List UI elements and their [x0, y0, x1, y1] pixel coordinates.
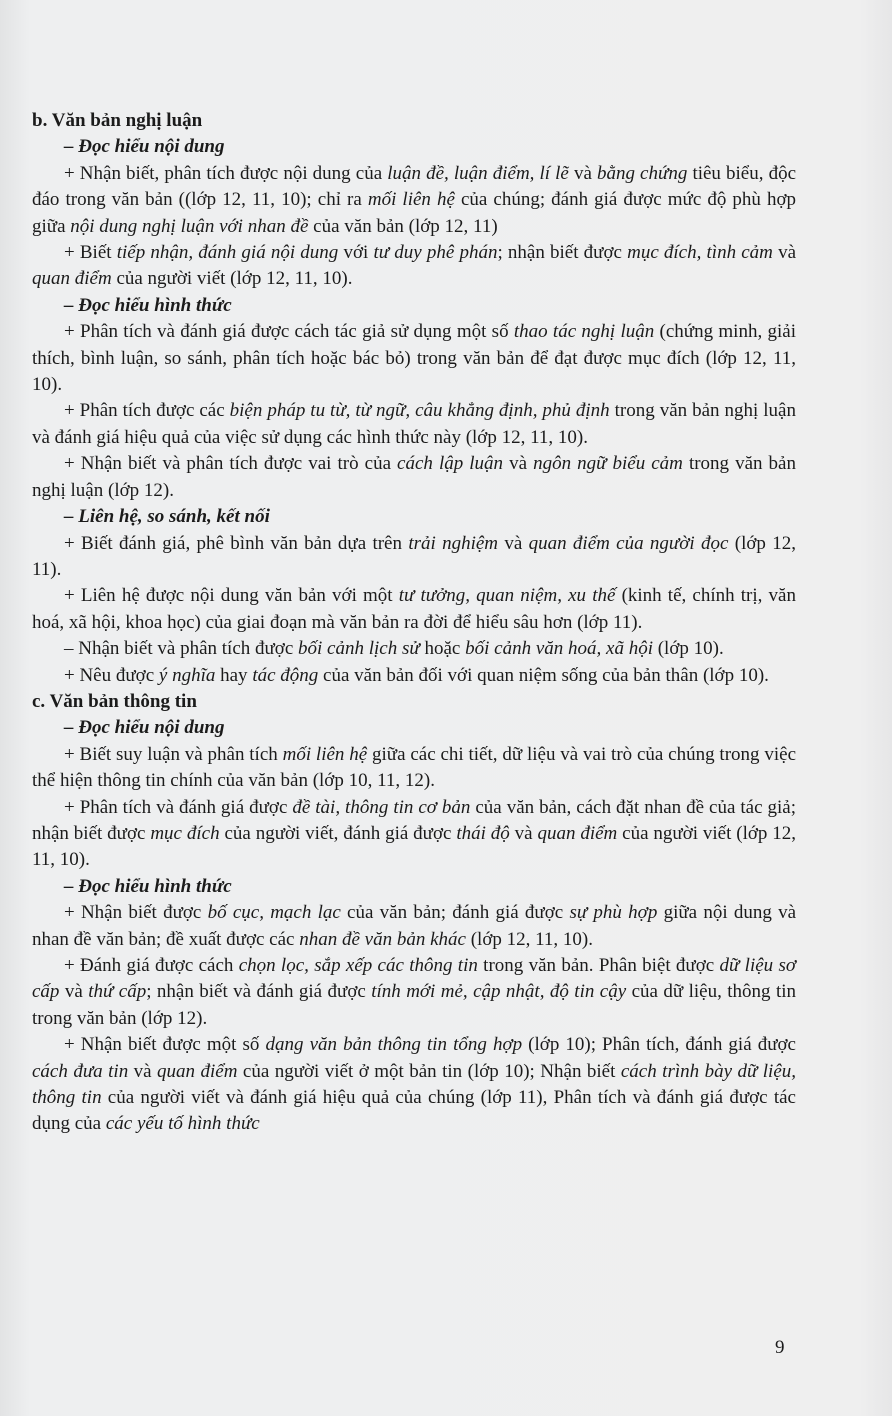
emphasis-text: tư tưởng, quan niệm, xu thế	[398, 585, 616, 607]
emphasis-text: tác động	[252, 664, 319, 686]
emphasis-text: luận đề, luận điểm, lí lẽ	[387, 162, 569, 184]
section-b-paragraph: + Nêu được ý nghĩa hay tác động của văn bản đối với quan niệm sống của bản thân (lớp 10).	[64, 664, 769, 686]
emphasis-text: chọn lọc, sắp xếp các thông tin	[238, 955, 478, 976]
page-body	[32, 108, 796, 1138]
emphasis-text: các yếu tố hình thức	[105, 1113, 260, 1135]
section-b-paragraph: + Nhận biết, phân tích được nội dung của luận đề, luận điểm, lí lẽ và bằng chứng tiêu biểu, độc đáo trong văn bản ((lớp 12, 11, 10); chỉ ra mối liên hệ của chúng; đánh giá được mức độ phù hợp giữa nội dung nghị luận với nhan đề của văn bản (lớp 12, 11)	[32, 162, 797, 237]
section-c-paragraph: + Nhận biết được bố cục, mạch lạc của văn bản; đánh giá được sự phù hợp giữa nội dung và nhan đề văn bản; đề xuất được các nhan đề văn bản khác (lớp 12, 11, 10).	[32, 902, 797, 950]
section-b-sub-content: – Đọc hiểu nội dung	[64, 136, 225, 158]
emphasis-text: ngôn ngữ biểu cảm	[533, 453, 683, 475]
emphasis-text: nội dung nghị luận với nhan đề	[70, 215, 309, 237]
emphasis-text: quan điểm	[537, 822, 618, 844]
section-b-paragraph: – Nhận biết và phân tích được bối cảnh lịch sử hoặc bối cảnh văn hoá, xã hội (lớp 10).	[64, 638, 724, 660]
emphasis-text: cách trình bày dữ liệu, thông tin	[32, 1060, 797, 1109]
section-b-paragraph: + Liên hệ được nội dung văn bản với một tư tưởng, quan niệm, xu thế (kinh tế, chính trị, văn hoá, xã hội, khoa học) của giai đoạn mà văn bản ra đời để hiểu sâu hơn (lớp 11).	[32, 585, 796, 633]
section-c-paragraph: + Phân tích và đánh giá được đề tài, thông tin cơ bản của văn bản, cách đặt nhan đề của tác giả; nhận biết được mục đích của người viết, đánh giá được thái độ và quan điểm của người viết (lớp 12, 11, 10).	[32, 796, 797, 871]
section-b-sub-form: – Đọc hiểu hình thức	[64, 294, 232, 316]
emphasis-text: đề tài, thông tin cơ bản	[292, 796, 471, 818]
emphasis-text: dạng văn bản thông tin tổng hợp	[265, 1034, 523, 1056]
section-c-sub-content: – Đọc hiểu nội dung	[64, 717, 225, 739]
emphasis-text: nhan đề văn bản khác	[299, 928, 466, 950]
section-b-paragraph: + Nhận biết và phân tích được vai trò của cách lập luận và ngôn ngữ biểu cảm trong văn bản nghị luận (lớp 12).	[32, 453, 796, 501]
emphasis-text: bối cảnh văn hoá, xã hội	[465, 638, 653, 660]
emphasis-text: dữ liệu sơ cấp	[32, 955, 796, 1003]
emphasis-text: sự phù hợp	[569, 902, 658, 924]
section-b-title: b. Văn bản nghị luận	[32, 110, 203, 131]
emphasis-text: quan điểm của người đọc	[528, 532, 729, 554]
emphasis-text: ý nghĩa	[158, 664, 216, 686]
emphasis-text: quan điểm	[157, 1060, 238, 1082]
emphasis-text: biện pháp tu từ, từ ngữ, câu khẳng định, phủ định	[229, 400, 610, 422]
emphasis-text: bố cục, mạch lạc	[207, 902, 341, 924]
section-b-paragraph: + Biết đánh giá, phê bình văn bản dựa trên trải nghiệm và quan điểm của người đọc (lớp 12, 11).	[32, 532, 796, 580]
section-b-sub-connect: – Liên hệ, so sánh, kết nối	[64, 506, 270, 528]
emphasis-text: bối cảnh lịch sử	[298, 638, 420, 660]
emphasis-text: mối liên hệ	[282, 743, 368, 765]
section-c-sub-form: – Đọc hiểu hình thức	[64, 875, 232, 897]
emphasis-text: tính mới mẻ, cập nhật, độ tin cậy	[371, 981, 627, 1003]
section-b-paragraph: + Biết tiếp nhận, đánh giá nội dung với tư duy phê phán; nhận biết được mục đích, tình cảm và quan điểm của người viết (lớp 12, 11, 10).	[32, 242, 796, 290]
section-c-paragraph: + Nhận biết được một số dạng văn bản thông tin tổng hợp (lớp 10); Phân tích, đánh giá được cách đưa tin và quan điểm của người viết ở một bản tin (lớp 10); Nhận biết cách trình bày dữ liệu, thông tin của người viết và đánh giá hiệu quả của chúng (lớp 11), Phân tích và đánh giá được tác dụng của các yếu tố hình thức	[32, 1034, 797, 1135]
section-b-paragraph: + Phân tích và đánh giá được cách tác giả sử dụng một số thao tác nghị luận (chứng minh, giải thích, bình luận, so sánh, phân tích hoặc bác bỏ) trong văn bản để đạt được mục đích (lớp 12, 11, 10).	[32, 321, 796, 396]
section-c-paragraph: + Biết suy luận và phân tích mối liên hệ giữa các chi tiết, dữ liệu và vai trò của chúng trong việc thể hiện thông tin chính của văn bản (lớp 10, 11, 12).	[32, 743, 797, 792]
page-number: 9	[775, 1337, 785, 1358]
emphasis-text: tư duy phê phán	[373, 242, 498, 264]
emphasis-text: trải nghiệm	[408, 532, 499, 554]
emphasis-text: bằng chứng	[596, 162, 688, 184]
emphasis-text: thứ cấp	[88, 981, 147, 1003]
emphasis-text: cách lập luận	[397, 453, 504, 475]
section-b-paragraph: + Phân tích được các biện pháp tu từ, từ ngữ, câu khẳng định, phủ định trong văn bản nghị luận và đánh giá hiệu quả của việc sử dụng các hình thức này (lớp 12, 11, 10).	[32, 400, 796, 448]
emphasis-text: cách đưa tin	[32, 1060, 129, 1082]
emphasis-text: mục đích, tình cảm	[627, 242, 773, 264]
emphasis-text: tiếp nhận, đánh giá nội dung	[116, 242, 339, 264]
emphasis-text: thái độ	[456, 822, 510, 844]
emphasis-text: thao tác nghị luận	[513, 321, 655, 343]
emphasis-text: quan điểm	[32, 268, 112, 290]
section-c-title: c. Văn bản thông tin	[32, 690, 197, 712]
section-c-paragraph: + Đánh giá được cách chọn lọc, sắp xếp các thông tin trong văn bản. Phân biệt được dữ liệu sơ cấp và thứ cấp; nhận biết và đánh giá được tính mới mẻ, cập nhật, độ tin cậy của dữ liệu, thông tin trong văn bản (lớp 12).	[32, 955, 796, 1029]
emphasis-text: mục đích	[150, 822, 220, 844]
emphasis-text: mối liên hệ	[367, 189, 455, 211]
